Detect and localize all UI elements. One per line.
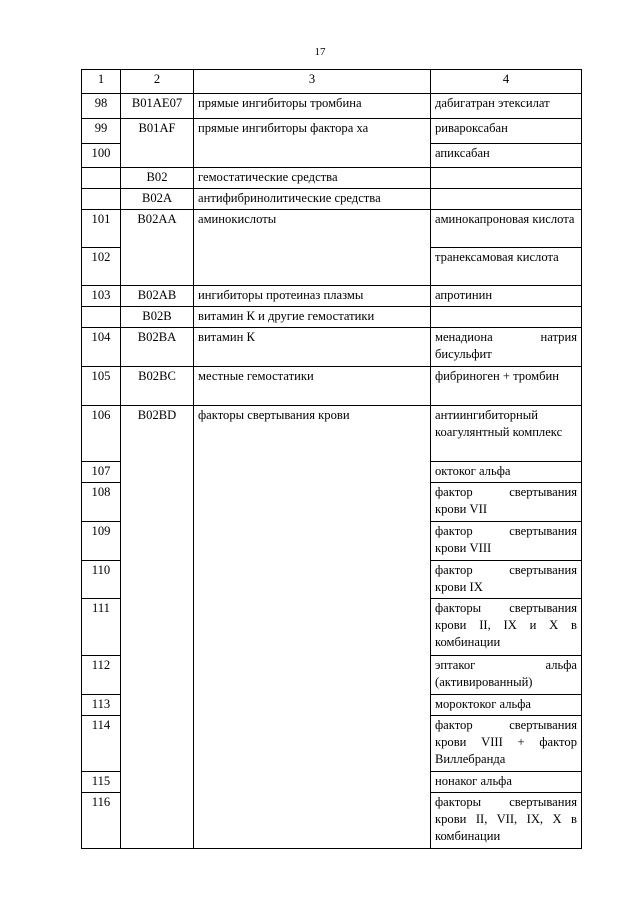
row-number: 108 bbox=[82, 483, 121, 522]
drug-name: менадиона натрия бисульфит bbox=[431, 328, 582, 367]
table-row bbox=[82, 189, 582, 210]
empty-cell bbox=[431, 307, 582, 328]
drug-name: фактор свертывания крови VIII bbox=[431, 522, 582, 561]
page-number: 17 bbox=[314, 46, 326, 58]
pharm-group: прямые ингибиторы тромбина bbox=[194, 94, 431, 119]
table-row bbox=[82, 307, 582, 328]
drug-name: антиингибиторный коагулянтный комплекс bbox=[431, 406, 582, 462]
pharm-group: прямые ингибиторы фактора ха bbox=[194, 119, 431, 168]
drug-name: мороктоког альфа bbox=[431, 695, 582, 716]
row-number: 106 bbox=[82, 406, 121, 462]
empty-cell bbox=[82, 189, 121, 210]
pharm-group: местные гемостатики bbox=[194, 367, 431, 406]
empty-cell bbox=[431, 189, 582, 210]
table-row bbox=[82, 286, 582, 307]
pharm-group: витамин К и другие гемостатики bbox=[194, 307, 431, 328]
row-number: 104 bbox=[82, 328, 121, 367]
row-number: 115 bbox=[82, 772, 121, 793]
drug-name: аминокапроновая кислота bbox=[431, 210, 582, 248]
row-number: 110 bbox=[82, 561, 121, 599]
row-number: 98 bbox=[82, 94, 121, 119]
drug-name: апротинин bbox=[431, 286, 582, 307]
drug-name: октоког альфа bbox=[431, 462, 582, 483]
atc-code: B02A bbox=[121, 189, 194, 210]
table-row bbox=[82, 119, 582, 144]
atc-code: B02BC bbox=[121, 367, 194, 406]
table-row bbox=[82, 406, 582, 462]
drug-name: факторы свертывания крови II, IX и X в комбинации bbox=[431, 599, 582, 656]
table-row bbox=[82, 168, 582, 189]
row-number: 113 bbox=[82, 695, 121, 716]
drug-name: нонаког альфа bbox=[431, 772, 582, 793]
atc-code: B02AB bbox=[121, 286, 194, 307]
drug-name: транексамовая кислота bbox=[431, 248, 582, 286]
table-row bbox=[82, 367, 582, 406]
row-number: 103 bbox=[82, 286, 121, 307]
row-number: 99 bbox=[82, 119, 121, 144]
drug-name: дабигатран этексилат bbox=[431, 94, 582, 119]
pharm-group: ингибиторы протеиназ плазмы bbox=[194, 286, 431, 307]
table-row bbox=[82, 210, 582, 248]
drug-name: эптаког альфа (активированный) bbox=[431, 656, 582, 695]
column-header: 4 bbox=[431, 70, 582, 94]
empty-cell bbox=[431, 168, 582, 189]
drug-name: фактор свертывания крови IX bbox=[431, 561, 582, 599]
drug-name: факторы свертывания крови II, VII, IX, X в комбинации bbox=[431, 793, 582, 849]
row-number: 114 bbox=[82, 716, 121, 772]
drug-name: апиксабан bbox=[431, 144, 582, 168]
drug-name: ривароксабан bbox=[431, 119, 582, 144]
row-number: 112 bbox=[82, 656, 121, 695]
row-number: 102 bbox=[82, 248, 121, 286]
drug-name: фибриноген + тромбин bbox=[431, 367, 582, 406]
drug-name: фактор свертывания крови VII bbox=[431, 483, 582, 522]
table-row bbox=[82, 328, 582, 367]
table-header-row bbox=[82, 70, 582, 94]
empty-cell bbox=[82, 168, 121, 189]
table-row bbox=[82, 94, 582, 119]
row-number: 105 bbox=[82, 367, 121, 406]
pharm-group: аминокислоты bbox=[194, 210, 431, 286]
atc-code: B02BA bbox=[121, 328, 194, 367]
pharm-group: антифибринолитические средства bbox=[194, 189, 431, 210]
row-number: 100 bbox=[82, 144, 121, 168]
drug-name: фактор свертывания крови VIII + фактор Виллебранда bbox=[431, 716, 582, 772]
column-header: 3 bbox=[194, 70, 431, 94]
pharm-group: витамин К bbox=[194, 328, 431, 367]
row-number: 101 bbox=[82, 210, 121, 248]
row-number: 109 bbox=[82, 522, 121, 561]
medication-table bbox=[81, 69, 582, 849]
atc-code: B02B bbox=[121, 307, 194, 328]
pharm-group: гемостатические средства bbox=[194, 168, 431, 189]
row-number: 111 bbox=[82, 599, 121, 656]
pharm-group: факторы свертывания крови bbox=[194, 406, 431, 849]
atc-code: B01AF bbox=[121, 119, 194, 168]
atc-code: B02BD bbox=[121, 406, 194, 849]
empty-cell bbox=[82, 307, 121, 328]
column-header: 2 bbox=[121, 70, 194, 94]
row-number: 116 bbox=[82, 793, 121, 849]
row-number: 107 bbox=[82, 462, 121, 483]
atc-code: B02AA bbox=[121, 210, 194, 286]
column-header: 1 bbox=[82, 70, 121, 94]
atc-code: B01AE07 bbox=[121, 94, 194, 119]
atc-code: B02 bbox=[121, 168, 194, 189]
